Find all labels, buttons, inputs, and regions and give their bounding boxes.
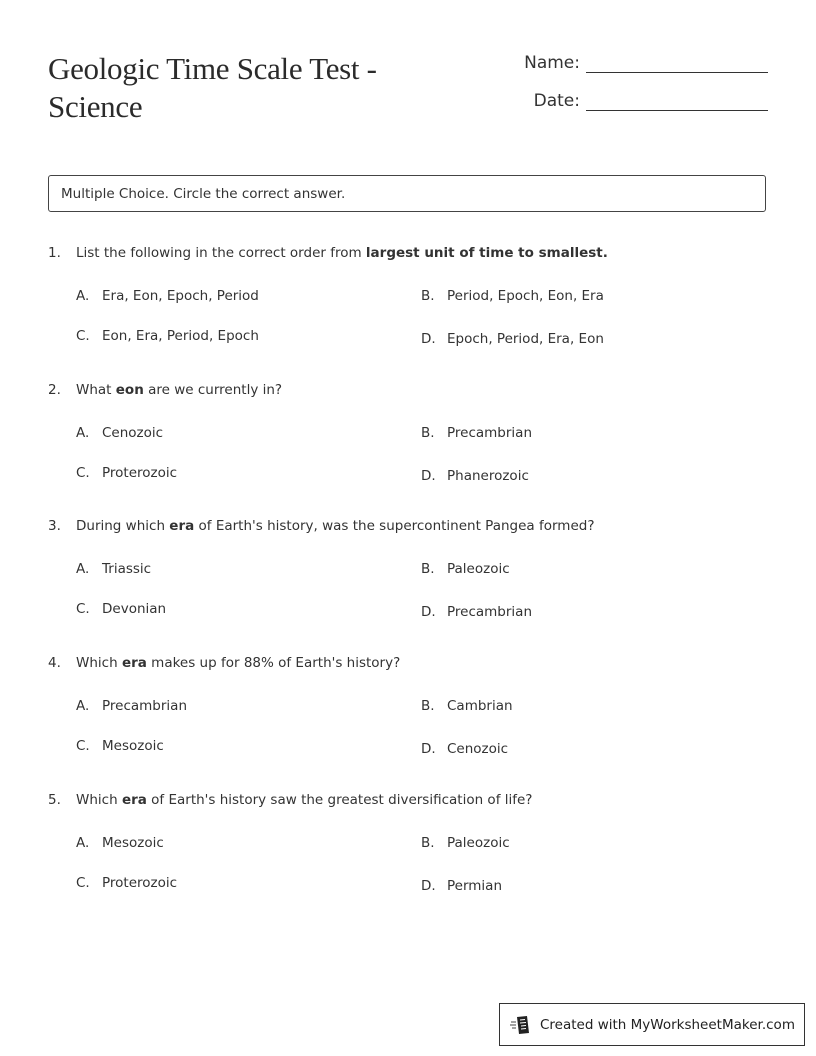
choice-letter: A. <box>76 561 90 577</box>
choice-text: Precambrian <box>447 425 533 441</box>
choice-text: Devonian <box>102 601 167 617</box>
choice-b[interactable] <box>421 423 532 443</box>
date-label: Date: <box>533 91 580 111</box>
choice-letter: B. <box>421 288 435 304</box>
choice-text: Paleozoic <box>447 561 510 577</box>
choice-text: Era, Eon, Epoch, Period <box>102 288 259 304</box>
question-text-bold: era <box>169 518 195 534</box>
question-text-bold: era <box>121 655 147 671</box>
choice-b[interactable] <box>421 696 513 716</box>
question-number: 5. <box>48 792 61 808</box>
question-4 <box>48 653 768 773</box>
question-number: 4. <box>48 655 61 671</box>
choice-letter: B. <box>421 425 435 441</box>
question-text-part: of Earth's history saw the greatest diversification of life? <box>146 792 533 808</box>
choice-a[interactable] <box>76 833 164 853</box>
choice-text: Paleozoic <box>447 835 510 851</box>
question-text-bold: eon <box>115 382 144 398</box>
choice-c[interactable] <box>76 599 166 619</box>
choice-text: Permian <box>447 878 503 894</box>
choice-letter: C. <box>76 738 90 754</box>
choice-c[interactable] <box>76 463 177 483</box>
choice-text: Precambrian <box>102 698 188 714</box>
choice-b[interactable] <box>421 559 510 579</box>
choice-c[interactable] <box>76 873 177 893</box>
choice-letter: C. <box>76 465 90 481</box>
choice-a[interactable] <box>76 286 259 306</box>
choice-d[interactable] <box>421 739 508 759</box>
question-text-part: makes up for 88% of Earth's history? <box>146 655 401 671</box>
choice-letter: D. <box>421 604 436 620</box>
choice-letter: A. <box>76 698 90 714</box>
footer-text: Created with MyWorksheetMaker.com <box>540 1016 795 1033</box>
choice-b[interactable] <box>421 833 510 853</box>
choice-letter: D. <box>421 878 436 894</box>
question-3 <box>48 516 768 636</box>
question-text <box>76 380 282 400</box>
choice-letter: A. <box>76 425 90 441</box>
choice-letter: D. <box>421 468 436 484</box>
choice-a[interactable] <box>76 696 187 716</box>
choice-text: Triassic <box>102 561 152 577</box>
name-label: Name: <box>524 53 580 73</box>
footer-credit[interactable] <box>499 1003 805 1046</box>
choice-a[interactable] <box>76 423 163 443</box>
choice-text: Period, Epoch, Eon, Era <box>447 288 604 304</box>
choice-d[interactable] <box>421 602 532 622</box>
choice-letter: A. <box>76 835 90 851</box>
question-text-part: What <box>76 382 116 398</box>
question-number: 3. <box>48 518 61 534</box>
choice-text: Mesozoic <box>102 835 164 851</box>
question-number: 1. <box>48 245 61 261</box>
choice-letter: B. <box>421 835 435 851</box>
question-text-bold: era <box>121 792 147 808</box>
choice-text: Cambrian <box>447 698 513 714</box>
choice-letter: B. <box>421 561 435 577</box>
question-text <box>76 653 400 673</box>
choice-c[interactable] <box>76 326 259 346</box>
choice-c[interactable] <box>76 736 164 756</box>
question-2 <box>48 380 768 500</box>
choice-text: Proterozoic <box>102 875 178 891</box>
choice-text: Precambrian <box>447 604 533 620</box>
page-title: Geologic Time Scale Test - Science <box>48 51 377 124</box>
question-text-part: Which <box>76 655 122 671</box>
question-text-part: are we currently in? <box>143 382 283 398</box>
question-text <box>76 243 608 263</box>
choice-letter: C. <box>76 328 90 344</box>
question-text-part: Which <box>76 792 122 808</box>
choice-text: Eon, Era, Period, Epoch <box>102 328 259 344</box>
choice-text: Phanerozoic <box>447 468 529 484</box>
choice-text: Mesozoic <box>102 738 164 754</box>
name-blank-line <box>586 50 768 73</box>
question-text <box>76 516 595 536</box>
choice-text: Cenozoic <box>447 741 509 757</box>
question-text <box>76 790 532 810</box>
question-number: 2. <box>48 382 61 398</box>
question-1 <box>48 243 768 363</box>
instructions-text: Multiple Choice. Circle the correct answer. <box>61 185 346 202</box>
question-text-bold: largest unit of time to smallest. <box>365 245 608 261</box>
choice-letter: D. <box>421 331 436 347</box>
instructions-box <box>48 175 766 212</box>
choice-letter: C. <box>76 601 90 617</box>
choice-b[interactable] <box>421 286 604 306</box>
choice-d[interactable] <box>421 466 529 486</box>
choice-d[interactable] <box>421 876 502 896</box>
choice-text: Cenozoic <box>102 425 164 441</box>
choice-d[interactable] <box>421 329 604 349</box>
name-field <box>524 50 768 73</box>
worksheet-logo-icon <box>510 1014 532 1036</box>
question-text-part: of Earth's history, was the supercontinent Pangea formed? <box>194 518 595 534</box>
choice-a[interactable] <box>76 559 151 579</box>
question-5 <box>48 790 768 910</box>
choice-letter: B. <box>421 698 435 714</box>
choice-letter: C. <box>76 875 90 891</box>
date-field <box>534 88 768 111</box>
date-blank-line <box>586 88 768 111</box>
choice-letter: D. <box>421 741 436 757</box>
question-text-part: List the following in the correct order from <box>76 245 366 261</box>
choice-text: Epoch, Period, Era, Eon <box>447 331 604 347</box>
choice-text: Proterozoic <box>102 465 178 481</box>
choice-letter: A. <box>76 288 90 304</box>
question-text-part: During which <box>76 518 170 534</box>
